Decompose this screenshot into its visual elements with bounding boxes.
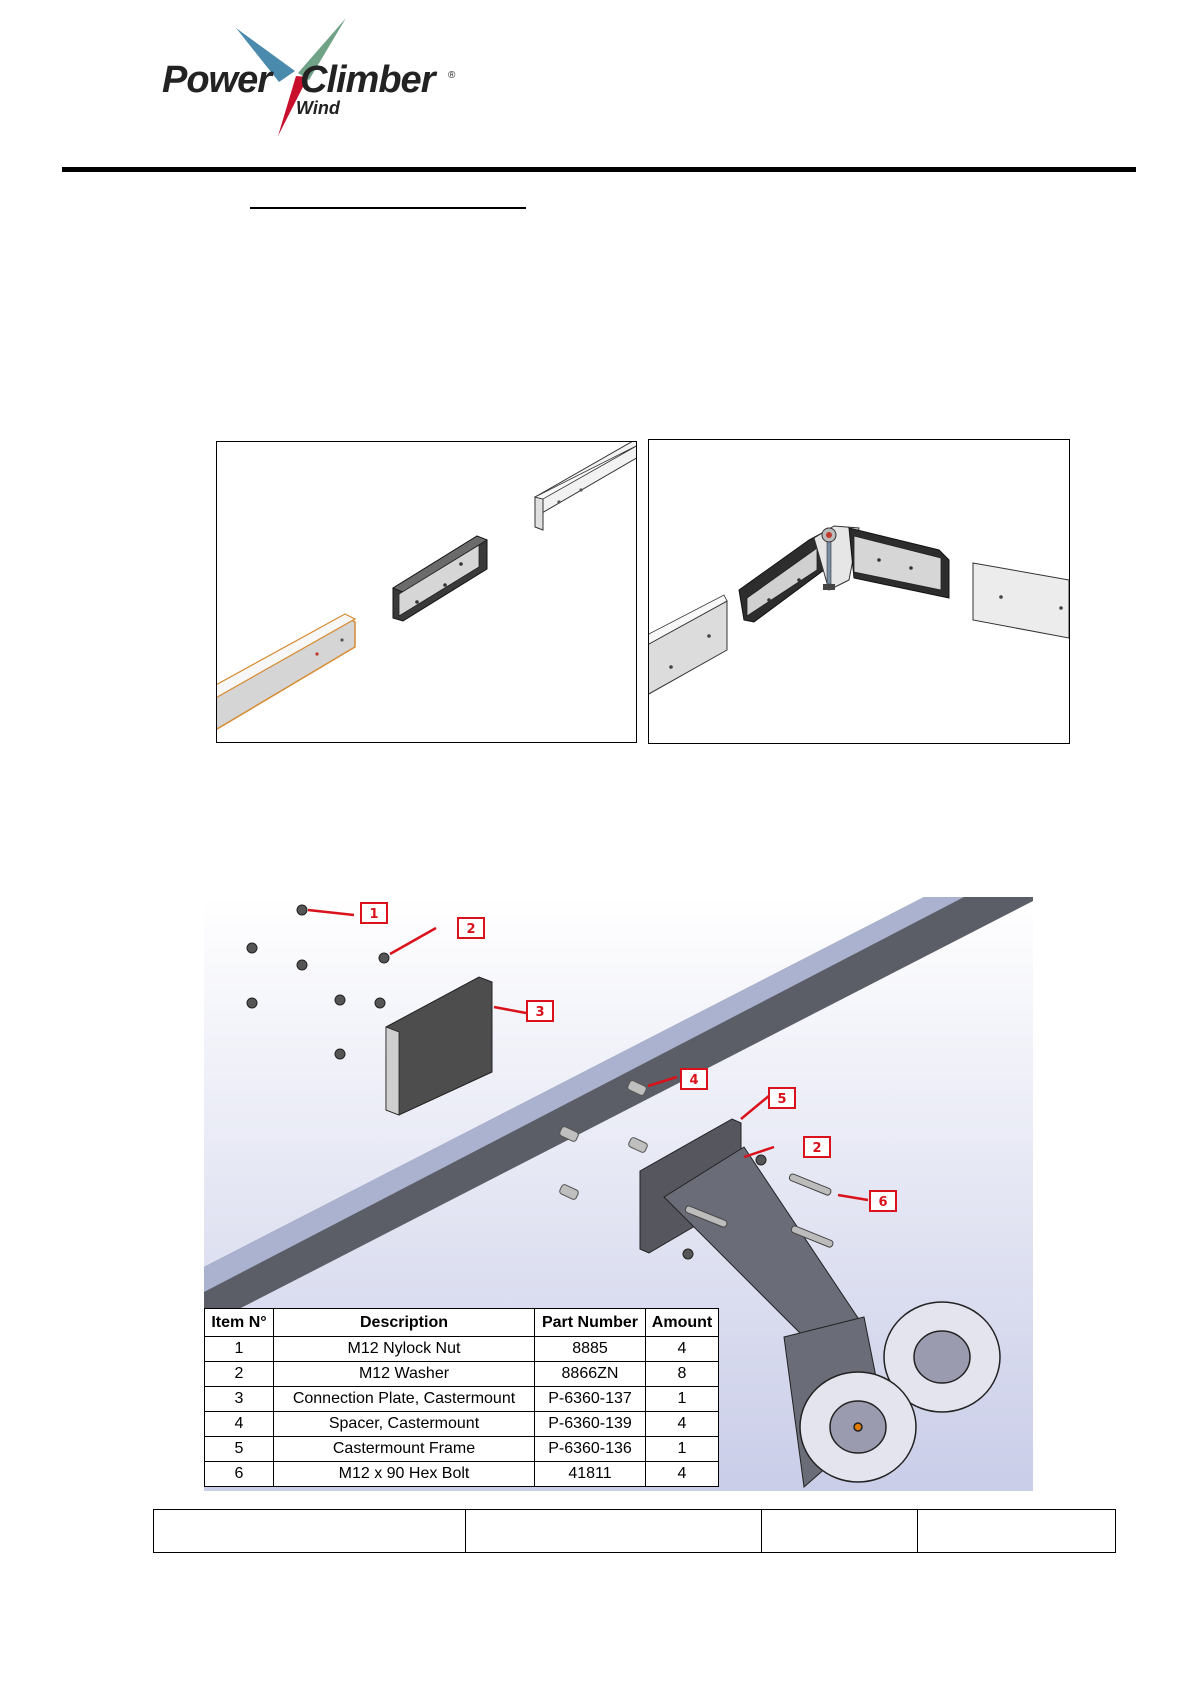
table-row (205, 1362, 719, 1387)
cell-description: M12 Washer (274, 1362, 535, 1387)
cell-item: 5 (205, 1437, 274, 1462)
cell-description: Connection Plate, Castermount (274, 1387, 535, 1412)
logo-registered-mark: ® (448, 70, 456, 81)
callout-4: 4 (680, 1068, 708, 1090)
section-title-underline (250, 207, 526, 209)
cell-amount: 8 (646, 1362, 719, 1387)
cell-part-number: P-6360-137 (535, 1387, 646, 1412)
table-row (205, 1412, 719, 1437)
header-rule (62, 167, 1136, 172)
cell-amount: 1 (646, 1437, 719, 1462)
callout-2b: 2 (803, 1136, 831, 1158)
footer-cell-2 (466, 1510, 762, 1552)
callout-5: 5 (768, 1087, 796, 1109)
logo-text-wind: Wind (296, 98, 340, 118)
footer-info-box (153, 1509, 1116, 1553)
cell-description: Spacer, Castermount (274, 1412, 535, 1437)
cell-amount: 4 (646, 1412, 719, 1437)
cell-description: M12 Nylock Nut (274, 1337, 535, 1362)
power-climber-wind-logo (158, 16, 468, 138)
callout-6: 6 (869, 1190, 897, 1212)
footer-cell-3 (762, 1510, 918, 1552)
table-row (205, 1437, 719, 1462)
parts-table (204, 1308, 719, 1487)
assembled-corner-figure (648, 439, 1070, 744)
callout-1: 1 (360, 902, 388, 924)
cell-description: Castermount Frame (274, 1437, 535, 1462)
logo-text-power: Power (162, 59, 272, 101)
footer-cell-1 (154, 1510, 466, 1552)
cell-part-number: 8866ZN (535, 1362, 646, 1387)
cell-amount: 4 (646, 1462, 719, 1487)
column-header-item: Item N° (205, 1309, 274, 1337)
cell-part-number: P-6360-139 (535, 1412, 646, 1437)
cell-amount: 1 (646, 1387, 719, 1412)
logo-text-climber: Climber (300, 59, 435, 101)
cell-part-number: P-6360-136 (535, 1437, 646, 1462)
column-header-description: Description (274, 1309, 535, 1337)
cell-part-number: 41811 (535, 1462, 646, 1487)
callout-3: 3 (526, 1000, 554, 1022)
cell-item: 4 (205, 1412, 274, 1437)
column-header-part-number: Part Number (535, 1309, 646, 1337)
footer-cell-4 (918, 1510, 1115, 1552)
table-row (205, 1337, 719, 1362)
cell-amount: 4 (646, 1337, 719, 1362)
table-header-row (205, 1309, 719, 1337)
cell-item: 6 (205, 1462, 274, 1487)
cell-part-number: 8885 (535, 1337, 646, 1362)
cell-item: 1 (205, 1337, 274, 1362)
exploded-beam-figure (216, 441, 637, 743)
table-row (205, 1387, 719, 1412)
cell-description: M12 x 90 Hex Bolt (274, 1462, 535, 1487)
cell-item: 3 (205, 1387, 274, 1412)
column-header-amount: Amount (646, 1309, 719, 1337)
cell-item: 2 (205, 1362, 274, 1387)
table-row (205, 1462, 719, 1487)
callout-2: 2 (457, 917, 485, 939)
